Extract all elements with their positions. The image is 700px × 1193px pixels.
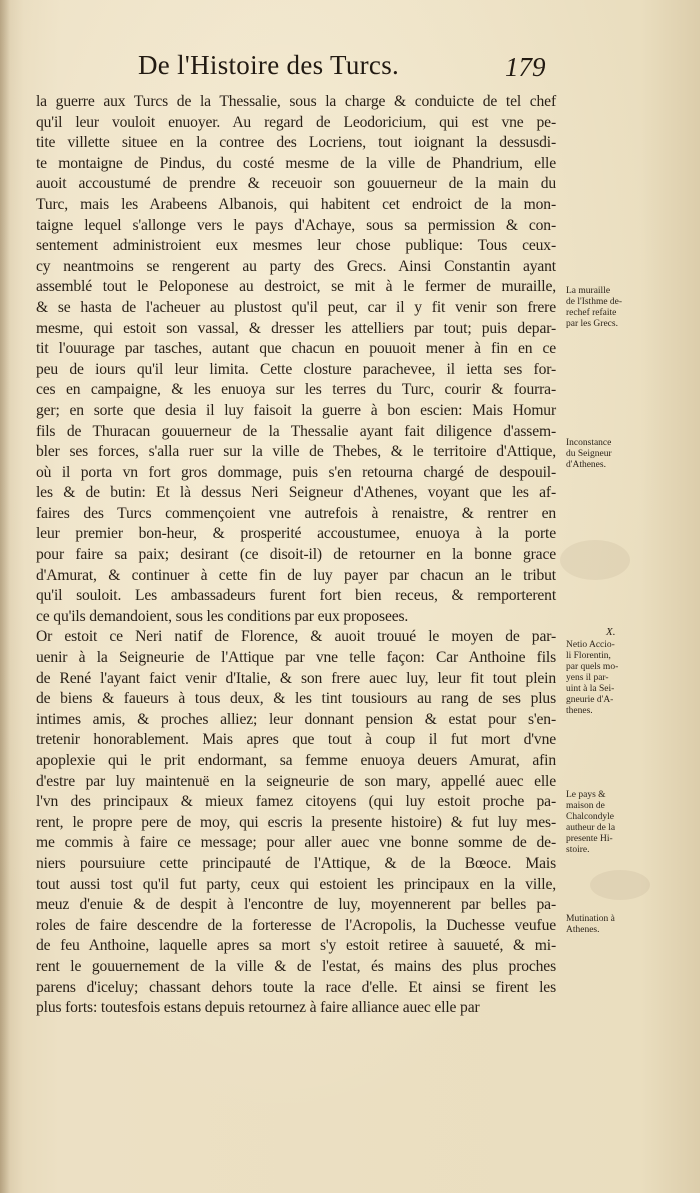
margin-note-line: uint à la Sei- [566,684,615,694]
text-line: mesme, qui estoit son vassal, & dresser les attelliers par tout; puis depar- [36,319,556,337]
text-line: fils de Thuracan gouuerneur de la Thessalie ayant fait diligence d'assem- [36,422,556,440]
text-line: parens d'iceluy; chassant dehors toute la race d'elle. Et ainsi se firent les [36,978,556,996]
text-line: peu de iours qu'il leur limita. Cette closture parachevee, il ietta ses for- [36,360,556,378]
text-line: apoplexie qui le prit endormant, sa femme enuoya deuers Amurat, afin [36,752,556,769]
text-line: les & de butin: Et là dessus Neri Seigneur d'Athenes, voyant que les af- [36,484,556,502]
margin-note-line: maison de [566,801,605,811]
text-line: bler ses forces, s'alla ruer sur la ville de Thebes, & le territoire d'Attique, [36,443,556,461]
text-line: ce qu'ils demandoient, sous les conditions par eux proposees. [36,607,409,625]
text-line: leur premier bon-heur, & prosperité accoustumee, enuoya à la porte [36,525,556,543]
text-line: tout aussi tost qu'il fut party, ceux qui estoient les principaux en la ville, [36,875,556,893]
text-line: taigne lequel s'allonge vers le pays d'Achaye, sous sa permission & con- [36,216,556,234]
text-line: où il porta vn fort gros dommage, puis s'en retourna chargé de despouil- [36,463,556,481]
margin-note-line: d'Athenes. [566,460,606,470]
margin-note-line: stoire. [566,845,590,855]
section-number: X. [606,626,616,638]
margin-note-line: autheur de la [566,823,616,833]
margin-note-line: Inconstance [566,438,612,448]
text-line: ces en campaigne, & les enuoya sur les terres du Turc, courir & fourra- [36,381,556,399]
text-line: d'Amurat, & continuer à cette fin de luy payer par chacun an le tribut [36,566,556,584]
page-stain [560,540,630,580]
body-text [36,92,556,1019]
margin-note-line: du Seigneur [566,449,612,459]
margin-note [566,286,648,330]
text-line: me commis à faire ce message; pour aller auec vne bonne somme de de- [36,834,556,852]
margin-note-line: gneurie d'A- [566,695,614,705]
text-line: qu'il leur vouloit enuoyer. Au regard de Leodoricium, qui est vne pe- [36,113,556,131]
margin-note-line: li Florentin, [566,651,611,661]
margin-note-line: La muraille [566,286,611,296]
margin-note-line: Mutination à [566,914,615,924]
margin-note-line: presente Hi- [566,834,613,844]
margin-note-line: Netio Accio- [566,640,615,650]
text-line: qu'il souloit. Les ambassadeurs furent fort bien receus, & remporterent [36,587,556,605]
text-line: rent, le propre pere de moy, qui escris la presente histoire) & fut luy mes- [36,813,556,831]
margin-note-line: Le pays & [566,790,606,800]
page-stain [590,870,650,900]
text-line: pour faire sa paix; desirant (ce disoit-il) de retourner en la bonne grace [36,546,556,564]
margin-note [566,914,648,936]
text-line: te montaigne de Pindus, du costé mesme de la ville de Phandrium, elle [36,154,556,172]
text-line: uenir à la Seigneurie de l'Attique par vne telle façon: Car Anthoine fils [36,649,556,667]
text-line: tretenir honorablement. Mais apres que tout à coup il fut mort d'vne [36,731,556,749]
margin-note-line: rechef refaite [566,308,617,318]
text-line: & se hasta de l'acheuer au plustost qu'il peut, car il y fit venir son frere [36,298,556,316]
margin-note-line: yens il par- [566,673,609,683]
margin-note-line: Athenes. [566,925,600,935]
text-line: tite villette situee en la contree des Locriens, tout ioignant la dessusdi- [36,134,556,152]
text-line: assemblé tout le Peloponese au destroict, se mit à le fermer de muraille, [36,278,556,296]
text-line: faires des Turcs commençoient vne autrefois à renaistre, & rentrer en [36,504,556,522]
margin-note-line: par les Grecs. [566,319,618,329]
text-line: auoit accoustumé de prendre & receuoir son gouuerneur de la main du [36,175,556,193]
margin-note [566,640,648,717]
text-line: rent le gouuernement de la ville & de l'estat, és mains des plus proches [36,957,556,975]
page-header [0,50,700,90]
text-line: Or estoit ce Neri natif de Florence, & auoit trouué le moyen de par- [36,628,556,646]
text-line: la guerre aux Turcs de la Thessalie, sous la charge & conduicte de tel chef [36,93,556,110]
text-line: d'estre par luy maintenuë en la seigneurie de son mary, appellé auec elle [36,772,556,790]
text-line: meuz d'enuie & de despit à l'encontre de luy, moyennerent par belles pa- [36,896,556,914]
text-line: ger; en sorte que desia il luy faisoit la guerre à bon escien: Mais Homur [36,401,556,419]
text-line: tit l'ouurage par tasches, autant que chacun en pouuoit mener à fin en ce [36,340,556,358]
margin-note-line: de l'Isthme de- [566,297,623,307]
text-line: cy neantmoins se rengerent au party des Grecs. Ainsi Constantin ayant [36,257,556,275]
text-line: niers poursuiure cette principauté de l'Attique, & de la Bœoce. Mais [36,854,556,872]
page-number: 179 [505,52,546,82]
text-line: de biens & faueurs à tous deux, & les tint tousiours au rang de ses plus [36,690,556,708]
running-title: De l'Histoire des Turcs. [138,50,400,80]
text-line: sentement administroient eux mesmes leur chose publique: Tous ceux- [36,237,556,255]
margin-note-line: thenes. [566,706,593,716]
text-line: intimes amis, & proches alliez; leur donnant pension & estat pour s'en- [36,710,556,728]
margin-note [566,438,648,471]
text-line: Turc, mais les Arabeens Albanois, qui habitent cet endroict de la mon- [36,195,556,213]
margin-note-line: Chalcondyle [566,812,615,822]
text-line: l'vn des principaux & mieux famez citoyens (qui luy estoit proche pa- [36,793,556,811]
text-line: de René l'ayant faict venir d'Italie, & son frere auec luy, leur fit tout plein [36,669,556,687]
text-line: roles de faire descendre de la forteresse de l'Acropolis, la Duchesse veufue [36,916,556,934]
text-line: de feu Anthoine, laquelle apres sa mort s'y estoit retiree à sauueté, & mi- [36,937,556,955]
page-gutter-shadow [0,0,10,1193]
margin-note-line: par quels mo- [566,662,619,672]
text-line: plus forts: toutesfois estans depuis retournez à faire alliance auec elle par [36,999,480,1017]
margin-note [566,790,648,856]
